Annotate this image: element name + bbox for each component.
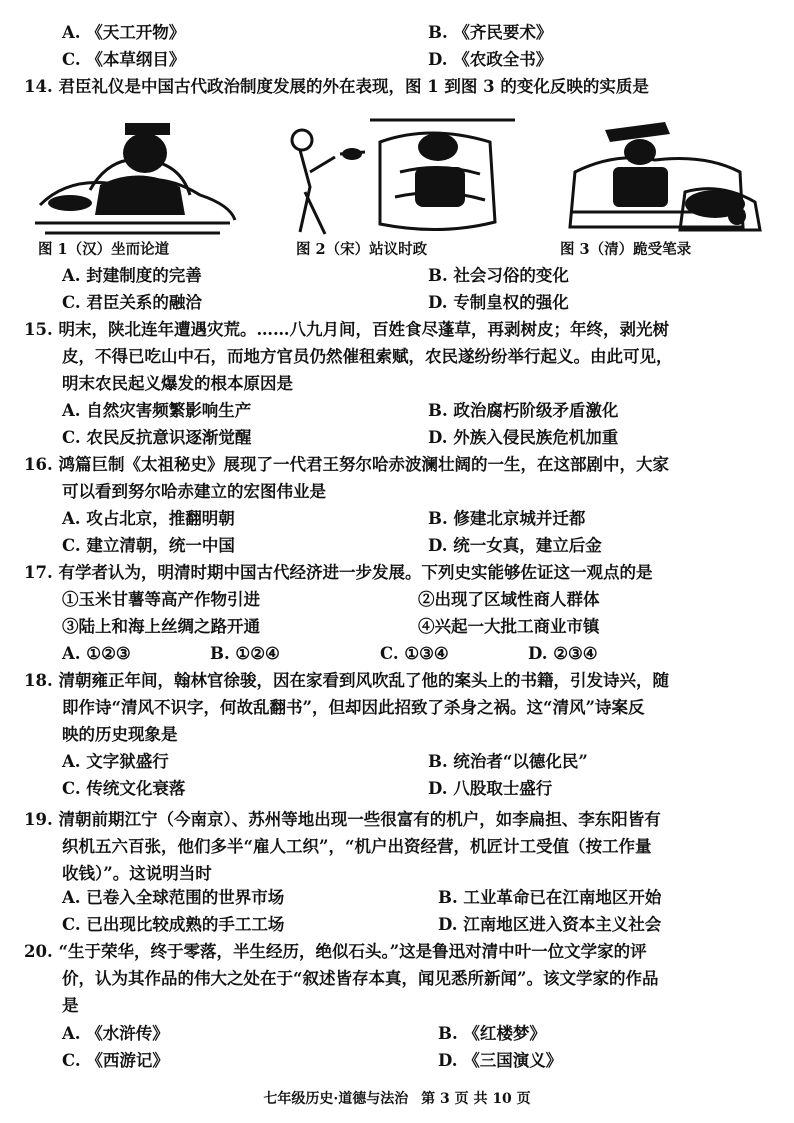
figure-3-qing-kneeling-illustration [555, 112, 765, 240]
q17-item-1: ①玉米甘薯等高产作物引进 [62, 590, 260, 609]
q15-option-c: C. 农民反抗意识逐渐觉醒 [62, 428, 252, 447]
footer-page-number: 第 3 页 共 10 页 [421, 1091, 531, 1107]
q17-item-3: ③陆上和海上丝绸之路开通 [62, 617, 260, 636]
q17-option-b: B. ①②④ [210, 644, 280, 663]
q16-option-a: A. 攻占北京，推翻明朝 [62, 509, 235, 528]
q19-stem-line-3: 收钱）”。这说明当时 [62, 864, 212, 883]
page-footer [0, 1088, 794, 1108]
q20-option-d: D. 《三国演义》 [438, 1051, 563, 1070]
q14-option-d: D. 专制皇权的强化 [428, 293, 569, 312]
q14-option-b: B. 社会习俗的变化 [428, 266, 569, 285]
q14-stem: 14. 君臣礼仪是中国古代政治制度发展的外在表现，图 1 到图 3 的变化反映的实质是 [24, 77, 649, 96]
q18-option-c: C. 传统文化衰落 [62, 779, 186, 798]
q16-option-c: C. 建立清朝，统一中国 [62, 536, 235, 555]
q15-option-a: A. 自然灾害频繁影响生产 [62, 401, 252, 420]
q16-stem-line-1: 16. 鸿篇巨制《太祖秘史》展现了一代君王努尔哈赤波澜壮阔的一生，在这部剧中，大家 [24, 455, 669, 474]
q18-stem-line-3: 映的历史现象是 [62, 725, 178, 744]
q16-stem-line-2: 可以看到努尔哈赤建立的宏图伟业是 [62, 482, 326, 501]
q14-option-a: A. 封建制度的完善 [62, 266, 202, 285]
q15-option-d: D. 外族入侵民族危机加重 [428, 428, 619, 447]
q15-stem-line-2: 皮，不得已吃山中石，而地方官员仍然催租索赋，农民遂纷纷举行起义。由此可见， [62, 347, 673, 366]
q17-item-2: ②出现了区域性商人群体 [418, 590, 600, 609]
q13-option-a: A. 《天工开物》 [62, 23, 186, 42]
q18-stem-line-2: 即作诗“清风不识字，何故乱翻书”，但却因此招致了杀身之祸。这“清风”诗案反 [62, 698, 645, 717]
figure-3-caption: 图 3（清）跪受笔录 [560, 241, 692, 258]
q17-option-d: D. ②③④ [528, 644, 598, 663]
figure-2-caption: 图 2（宋）站议时政 [296, 241, 428, 258]
q14-option-c: C. 君臣关系的融洽 [62, 293, 202, 312]
q17-option-a: A. ①②③ [62, 644, 131, 663]
q19-option-a: A. 已卷入全球范围的世界市场 [62, 888, 285, 907]
footer-subject: 七年级历史·道德与法治 [263, 1091, 409, 1107]
q17-stem: 17. 有学者认为，明清时期中国古代经济进一步发展。下列史实能够佐证这一观点的是 [24, 563, 653, 582]
q13-option-d: D. 《农政全书》 [428, 50, 553, 69]
q19-option-c: C. 已出现比较成熟的手工工场 [62, 915, 285, 934]
q18-stem-line-1: 18. 清朝雍正年间，翰林官徐骏，因在家看到风吹乱了他的案头上的书籍，引发诗兴，随 [24, 671, 669, 690]
q13-option-c: C. 《本草纲目》 [62, 50, 186, 69]
q19-option-d: D. 江南地区进入资本主义社会 [438, 915, 662, 934]
q20-option-a: A. 《水浒传》 [62, 1024, 169, 1043]
q20-option-c: C. 《西游记》 [62, 1051, 169, 1070]
q16-option-b: B. 修建北京城并迁都 [428, 509, 586, 528]
q17-option-c: C. ①③④ [380, 644, 449, 663]
q19-stem-line-2: 织机五六百张，他们多半“雇人工织”，“机户出资经营，机匠计工受值（按工作量 [62, 837, 652, 856]
q20-stem-line-3: 是 [62, 996, 79, 1015]
q17-item-4: ④兴起一大批工商业市镇 [418, 617, 600, 636]
q18-option-d: D. 八股取士盛行 [428, 779, 553, 798]
q18-option-b: B. 统治者“以德化民” [428, 752, 588, 771]
q19-stem-line-1: 19. 清朝前期江宁（今南京）、苏州等地出现一些很富有的机户，如李扁担、李东阳皆有 [24, 810, 661, 829]
q20-stem-line-1: 20. “生于荣华，终于零落，半生经历，绝似石头。”这是鲁迅对清中叶一位文学家的评 [24, 942, 647, 961]
q13-option-b: B. 《齐民要术》 [428, 23, 553, 42]
q15-stem-line-1: 15. 明末，陕北连年遭遇灾荒。……八九月间，百姓食尽蓬草，再剥树皮；年终，剥光树 [24, 320, 669, 339]
figure-1-caption: 图 1（汉）坐而论道 [38, 241, 170, 258]
q15-option-b: B. 政治腐朽阶级矛盾激化 [428, 401, 619, 420]
q15-stem-line-3: 明末农民起义爆发的根本原因是 [62, 374, 293, 393]
figure-1-han-seated-illustration [30, 115, 240, 240]
figure-2-song-standing-illustration [280, 112, 520, 240]
q20-stem-line-2: 价，认为其作品的伟大之处在于“叙述皆存本真，闻见悉所新闻”。该文学家的作品 [62, 969, 659, 988]
q20-option-b: B. 《红楼梦》 [438, 1024, 546, 1043]
q18-option-a: A. 文字狱盛行 [62, 752, 169, 771]
q16-option-d: D. 统一女真，建立后金 [428, 536, 602, 555]
q19-option-b: B. 工业革命已在江南地区开始 [438, 888, 662, 907]
